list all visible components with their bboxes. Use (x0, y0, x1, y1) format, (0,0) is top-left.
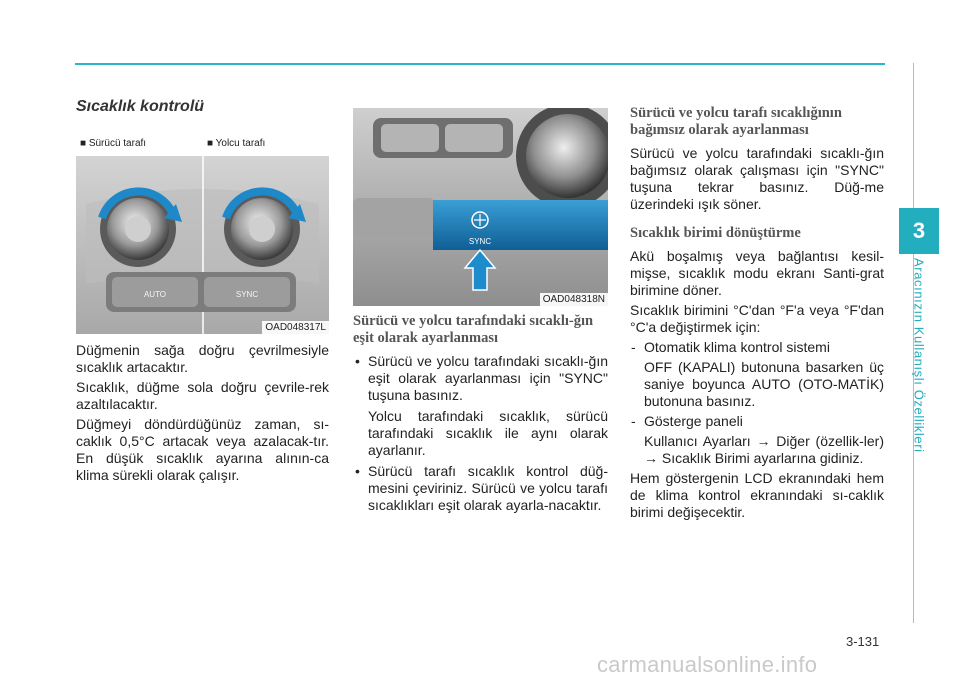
watermark-text: carmanualsonline.info (597, 652, 818, 677)
paragraph: Akü boşalmış veya bağlantısı kesil-mişse, sıcaklık modu ekranı Santi-grat birimine döner. (630, 248, 884, 298)
knobs-illustration (76, 134, 329, 334)
bullet-continuation: Yolcu tarafındaki sıcaklık, sürücü tarafındaki sıcaklık ile aynı olarak ayarlanır. (368, 408, 608, 458)
legend-passenger-side: ■ Yolcu tarafı (207, 138, 266, 149)
list-item-text: Kullanıcı Ayarları → Diğer (özellik-ler) → Sıcaklık Birimi ayarlarına gidiniz. (644, 433, 884, 466)
chapter-title-vertical (905, 258, 933, 508)
header-rule (75, 63, 885, 65)
paragraph: Sıcaklık birimini °C'dan °F'a veya °F'dan °C'a değiştirmek için: (630, 302, 884, 335)
column-1-text (76, 342, 329, 484)
sync-illustration (353, 108, 608, 306)
paragraph: Sıcaklık, düğme sola doğru çevrile-rek azaltılacaktır. (76, 379, 329, 412)
list-item-title: - Gösterge paneli (630, 413, 884, 430)
bullet-list (353, 353, 608, 514)
figure-sync-button (353, 108, 608, 306)
figure-code: OAD048317L (262, 321, 329, 334)
bullet-item (353, 353, 608, 459)
figure-code: OAD048318N (540, 293, 608, 306)
paragraph: Düğmeyi döndürdüğünüz zaman, sı-caklık 0,5°C artacak veya azalacak-tır. En düşük sıcaklık ayarına alının-ca klima sürekli olarak çalışır. (76, 416, 329, 483)
section-heading-temperature-control: Sıcaklık kontrolü (76, 98, 205, 115)
list-item-title: - Otomatik klima kontrol sistemi (630, 339, 884, 356)
bullet-text: Sürücü ve yolcu tarafındaki sıcaklı-ğın eşit olarak ayarlanması için "SYNC" tuşuna basınız. (368, 353, 608, 403)
sync-button-label: SYNC (468, 237, 492, 246)
bullet-text: Sürücü tarafı sıcaklık kontrol düğ-mesini çeviriniz. Sürücü ve yolcu tarafı sıcaklıkları eşit olarak ayarla-nacaktır. (368, 463, 608, 513)
auto-button-label: AUTO (143, 290, 167, 299)
list-item-text: OFF (KAPALI) butonuna basarken üç saniye boyunca AUTO (OTO-MATİK) butonuna basınız. (644, 359, 884, 409)
bullet-item (353, 463, 608, 514)
sync-button-label: SYNC (235, 290, 259, 299)
chapter-number-tab: 3 (899, 208, 939, 254)
column-2-text (353, 313, 608, 518)
section-heading-independent: Sürücü ve yolcu tarafı sıcaklığının bağımsız olarak ayarlanması (630, 105, 842, 138)
paragraph: Sürücü ve yolcu tarafındaki sıcaklı-ğın bağımsız olarak çalışması için "SYNC" tuşuna tekrar basınız. Düğ-me üzerindeki ışık söner. (630, 145, 884, 212)
section-heading-sync: Sürücü ve yolcu tarafındaki sıcaklı-ğın eşit olarak ayarlanması (353, 313, 594, 346)
legend-driver-side: ■ Sürücü tarafı (80, 138, 147, 149)
page-number: 3-131 (846, 634, 880, 649)
column-3-text (630, 105, 884, 521)
chapter-title: Aracınızın Kullanışlı Özellikleri (911, 258, 927, 453)
figure-temperature-knobs (76, 134, 329, 334)
paragraph: Hem göstergenin LCD ekranındaki hem de klima kontrol ekranındaki sı-caklık birimi değişecektir. (630, 470, 884, 520)
section-heading-unit-conversion: Sıcaklık birimi dönüştürme (630, 225, 801, 241)
paragraph: Düğmenin sağa doğru çevrilmesiyle sıcaklık artacaktır. (76, 342, 329, 375)
